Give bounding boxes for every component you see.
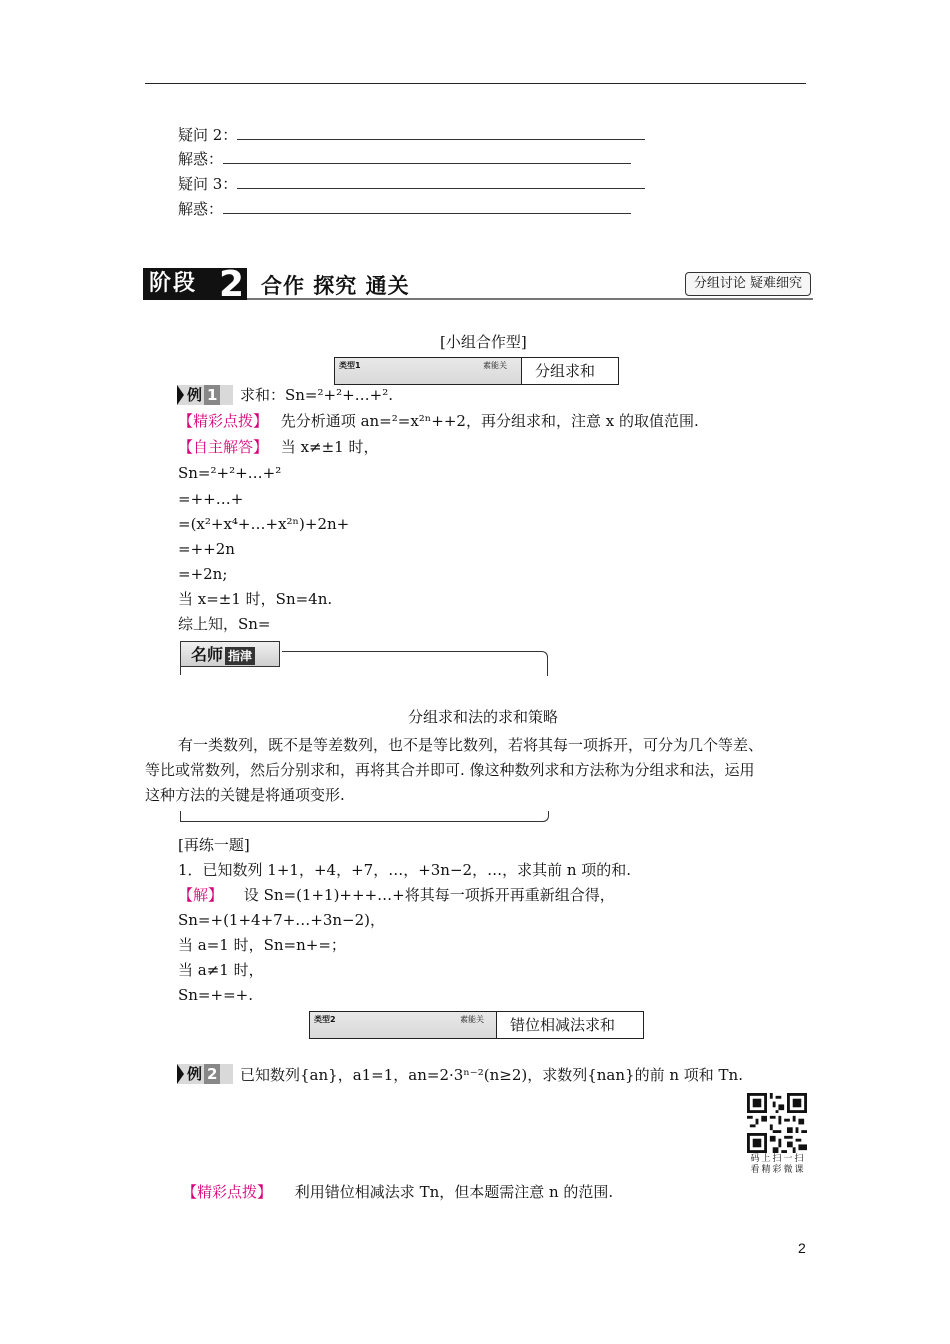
guide-frame [180, 811, 549, 822]
type-box-1 [334, 357, 619, 385]
type-name: 错位相减法求和 [510, 1016, 616, 1034]
solution-step: =++…+ [178, 490, 244, 508]
solution-label: 【自主解答】 [178, 438, 269, 456]
stage-title: 合作 探究 通关 [261, 274, 410, 298]
guide-paragraph: 等比或常数列，然后分别求和，再将其合并即可. 像这种数列求和方法称为分组求和法，运用 [145, 761, 755, 779]
solution-line [178, 436, 378, 458]
header-rule [145, 83, 806, 84]
qr-code-icon[interactable] [747, 1093, 807, 1153]
answer-step: Sn=+(1+4+7+…+3n−2)， [178, 911, 385, 929]
answer-blank[interactable] [223, 199, 631, 214]
answer-label: 解惑： [178, 150, 224, 168]
qr-caption: 码上扫一扫 看精彩微课 [750, 1154, 806, 1175]
answer-step: 当 a=1 时，Sn=n+=； [178, 936, 346, 954]
guide-title: 分组求和法的求和策略 [408, 708, 559, 726]
guide-paragraph: 有一类数列，既不是等差数列，也不是等比数列，若将其每一项拆开，可分为几个等差、 [178, 736, 764, 754]
hint-label: 【精彩点拨】 [182, 1183, 273, 1201]
solution-step: =(x²+x⁴+…+x²ⁿ)+2n+ [178, 515, 350, 533]
answer-text: 设 Sn=(1+1)+++…+将其每一项拆开再重新组合得， [243, 886, 615, 904]
guide-frame [180, 667, 181, 675]
stage-underline [247, 298, 813, 300]
section-heading: [小组合作型] [440, 333, 527, 351]
answer-step: Sn=+=+. [178, 986, 253, 1004]
question-line [178, 173, 645, 195]
answer-line [178, 148, 631, 170]
example-text: 已知数列{an}，a1=1，an=2·3ⁿ⁻²(n≥2)，求数列{nan}的前 n 项和 Tn. [240, 1066, 743, 1084]
type-box-2 [309, 1011, 644, 1039]
solution-step: Sn=²+²+…+² [178, 464, 282, 482]
type-tag-right: 素能关 [483, 361, 507, 370]
question-label: 疑问 2： [178, 126, 238, 144]
solution-step: =+2n; [178, 565, 228, 583]
type-tag-right: 素能关 [460, 1015, 484, 1024]
solution-step: =++2n [178, 540, 235, 558]
example-label-2: 例 2 [177, 1064, 233, 1084]
hint-text: 利用错位相减法求 Tn，但本题需注意 n 的范围. [294, 1183, 614, 1201]
hint-line [182, 1181, 613, 1203]
hint-text: 先分析通项 an=²=x²ⁿ++2，再分组求和，注意 x 的取值范围. [280, 412, 699, 430]
practice-heading: [再练一题] [178, 836, 250, 854]
hint-label: 【精彩点拨】 [178, 412, 269, 430]
type-tag: 类型2 [314, 1015, 336, 1024]
answer-step: 当 a≠1 时， [178, 961, 264, 979]
example-text: 求和：Sn=²+²+…+². [240, 386, 394, 404]
teacher-guide-tab: 名师 指津 [180, 641, 280, 667]
hint-line [178, 410, 699, 432]
type-tag: 类型1 [339, 361, 361, 370]
stage-banner [143, 264, 813, 305]
answer-line [178, 198, 631, 220]
example-label-1: 例 1 [177, 385, 233, 405]
type-name: 分组求和 [535, 362, 596, 380]
stage-number: 2 [219, 264, 245, 305]
answer-label: 解惑： [178, 200, 224, 218]
guide-frame [282, 651, 548, 676]
guide-paragraph: 这种方法的关键是将通项变形. [145, 786, 345, 804]
answer-blank[interactable] [223, 149, 631, 164]
practice-answer [178, 884, 615, 906]
answer-label: 【解】 [178, 886, 224, 904]
stage-badge: 分组讨论 疑难细究 [685, 272, 811, 296]
answer-blank[interactable] [237, 174, 645, 189]
question-line [178, 124, 645, 146]
stage-tab: 阶段 [143, 268, 247, 300]
solution-text: 当 x≠±1 时， [280, 438, 379, 456]
practice-question: 1．已知数列 1+1，+4，+7，…，+3n−2，…，求其前 n 项的和. [178, 861, 632, 879]
solution-step: 综上知，Sn= [178, 615, 271, 633]
page-number: 2 [798, 1240, 806, 1256]
answer-blank[interactable] [237, 125, 645, 140]
solution-step: 当 x=±1 时，Sn=4n. [178, 590, 333, 608]
question-label: 疑问 3： [178, 175, 238, 193]
